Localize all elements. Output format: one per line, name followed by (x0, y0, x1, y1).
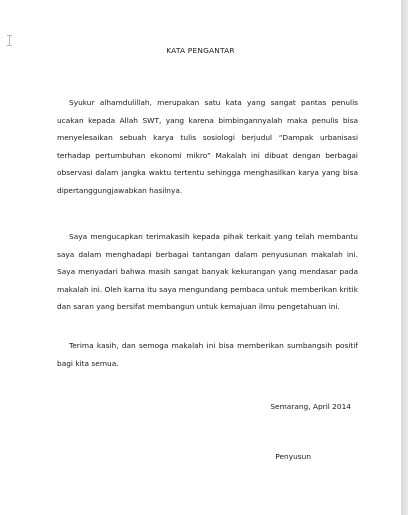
page-edge (401, 0, 408, 515)
page-title: KATA PENGANTAR (166, 46, 235, 55)
place-date: Semarang, April 2014 (270, 402, 351, 411)
text-cursor-icon (9, 35, 10, 46)
paragraph-closing: Terima kasih, dan semoga makalah ini bisa memberikan sumbangsih positif bagi kita semua. (57, 341, 358, 368)
paragraph-gratitude: Syukur alhamdulillah, merupakan satu kata yang sangat pantas penulis ucakan kepada Allah SWT, yang karena bimbingannyalah maka penulis bisa menyelesaikan sebuah karya tulis sosiologi berjudul “Dampak urbanisasi terhadap pertumbuhan ekonomi mikro” Makalah ini dibuat dengan berbagai observasi dalam jangka waktu tertentu sehingga menghasilkan karya yang bisa dipertanggungjawabkan hasilnya. (57, 98, 358, 195)
paragraph-acknowledgement: Saya mengucapkan terimakasih kepada pihak terkait yang telah membantu saya dalam menghadapi berbagai tantangan dalam penyusunan makalah ini. Saya menyadari bahwa masih sangat banyak kekurangan yang mendasar pada makalah ini. Oleh karna itu saya mengundang pembaca untuk memberikan kritik dan saran yang bersifat membangun untuk kemajuan ilmu pengetahuan ini. (57, 232, 358, 312)
author-signature: Penyusun (275, 452, 311, 461)
